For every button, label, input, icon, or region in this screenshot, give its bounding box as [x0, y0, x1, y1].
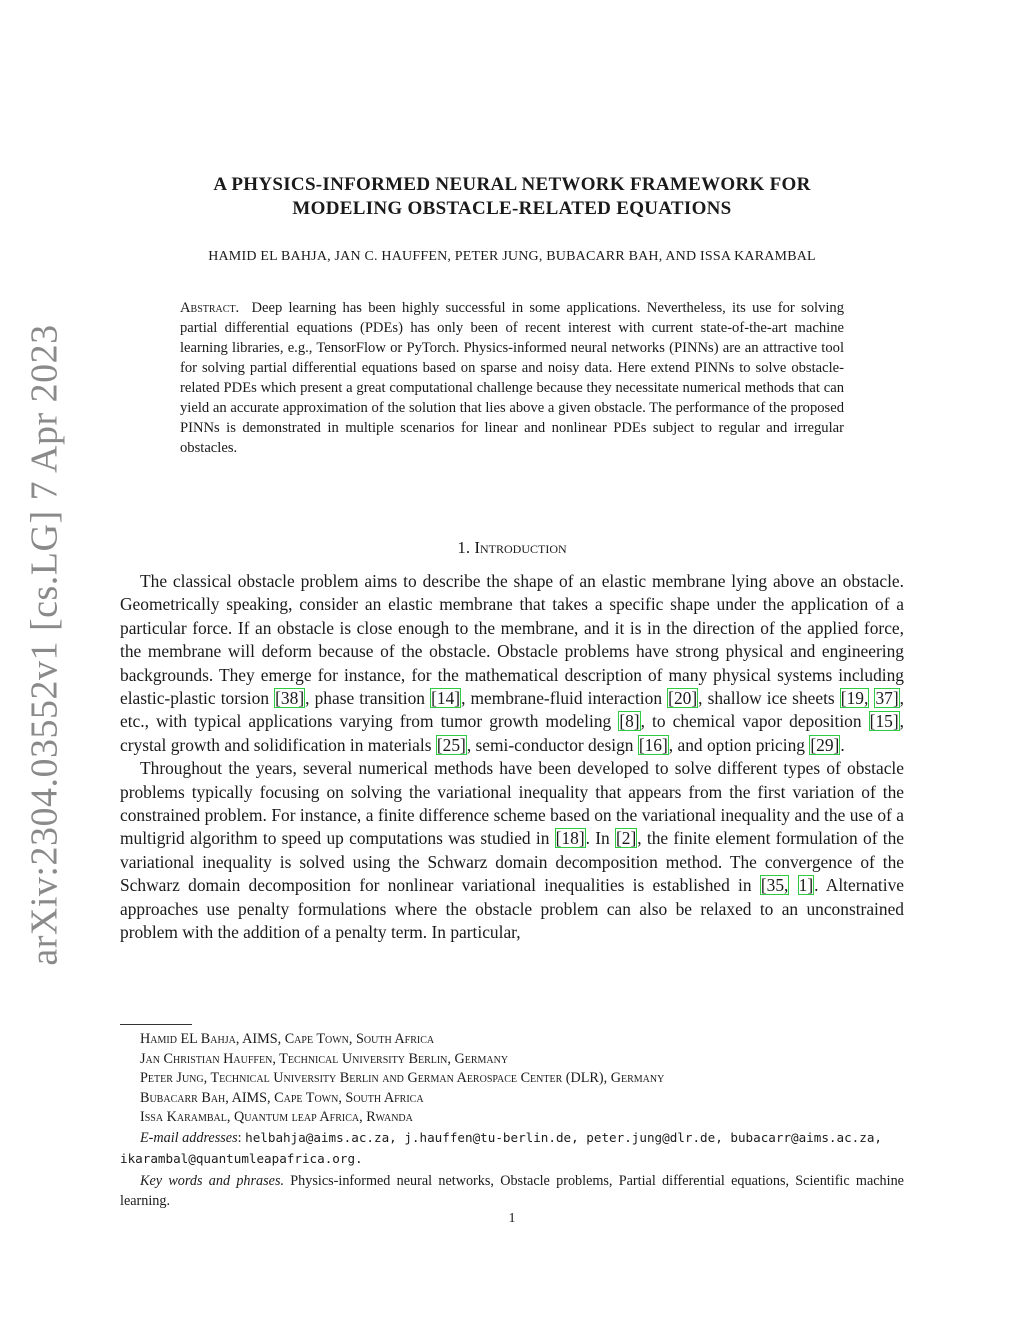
section-title: Introduction [474, 538, 567, 557]
footnote-divider [120, 1024, 192, 1025]
text-run: , etc., with typical applications varying from tumor growth modeling [120, 688, 904, 732]
affiliation: Jan Christian Hauffen, Technical University Berlin, Germany [140, 1050, 509, 1067]
text-run: , shallow ice sheets [698, 688, 840, 709]
section-heading [120, 538, 904, 558]
author-list: HAMID EL BAHJA, JAN C. HAUFFEN, PETER JUNG, BUBACARR BAH, AND ISSA KARAMBAL [208, 249, 816, 264]
text-run: , membrane-fluid interaction [461, 688, 668, 709]
text-run: , phase transition [305, 688, 431, 709]
text-run: Throughout the years, several numerical methods have been developed to solve different types of obstacle problems typically focusing on solving the variational inequality that appears from the first variation of the constrained problem. For instance, a finite difference scheme based on the variational inequality and the use of a multigrid algorithm to speed up computations was studied in [120, 758, 904, 849]
text-run: The classical obstacle problem aims to describe the shape of an elastic membrane lying above an obstacle. Geometrically speaking, consider an elastic membrane that takes a specific shape under the application of a particular force. If an obstacle is close enough to the membrane, and it is in the direction of the applied force, the membrane will deform because of the obstacle. Obstacle problems have strong physical and engineering backgrounds. They emerge for instance, for the mathematical description of many physical systems including elastic-plastic torsion [120, 571, 904, 709]
citation-link[interactable]: 37] [875, 688, 899, 709]
footnotes [120, 1030, 904, 1211]
citation-link[interactable]: [35, [760, 875, 789, 896]
affiliation: Peter Jung, Technical University Berlin and German Aerospace Center (DLR), Germany [140, 1070, 665, 1087]
citation-link[interactable]: [38] [275, 688, 305, 709]
abstract-text: Deep learning has been highly successful in some applications. Nevertheless, its use for solving partial differential equations (PDEs) has only been of recent interest with current state-of-the-art machine learning libraries, e.g., TensorFlow or PyTorch. Physics-informed neural networks (PINNs) are an attractive tool for solving partial differential equations based on sparse and noisy data. Here extend PINNs to solve obstacle-related PDEs which present a great computational challenge because they necessitate numerical methods that can yield an accurate approximation of the solution that lies above a given obstacle. The performance of the proposed PINNs is demonstrated in multiple scenarios for linear and nonlinear PDEs subject to regular and irregular obstacles. [180, 300, 845, 456]
text-run: , and option pricing [668, 734, 810, 755]
citation-link[interactable]: [29] [810, 734, 840, 755]
text-run: , semi-conductor design [466, 734, 638, 755]
text-run: . [840, 734, 845, 755]
section-number: 1. [457, 538, 471, 557]
paragraph-2 [120, 757, 904, 944]
email-label: E-mail addresses [140, 1129, 238, 1146]
title-line-1: A PHYSICS-INFORMED NEURAL NETWORK FRAMEWORK FOR [213, 174, 811, 195]
citation-link[interactable]: [14] [431, 688, 461, 709]
abstract [180, 298, 844, 458]
citation-link[interactable]: [25] [436, 734, 466, 755]
abstract-heading: Abstract. [180, 300, 240, 316]
citation-link[interactable]: [18] [555, 828, 585, 849]
affiliation: Bubacarr Bah, AIMS, Cape Town, South Africa [140, 1089, 424, 1106]
keywords [120, 1172, 904, 1211]
paper-title [120, 173, 904, 221]
citation-link[interactable]: [2] [616, 828, 637, 849]
text-run: . Alternative approaches use penalty formulations where the obstacle problem can also be relaxed to an unconstrained problem with the addition of a penalty term. In particular, [120, 875, 905, 943]
keywords-label: Key words and phrases. [140, 1173, 285, 1190]
text-run: , crystal growth and solidification in materials [120, 711, 904, 755]
text-run: . In [585, 828, 616, 849]
citation-link[interactable]: 1] [798, 875, 814, 896]
citation-link[interactable]: [15] [869, 711, 899, 732]
text-run: , to chemical vapor deposition [640, 711, 869, 732]
body-text [120, 570, 904, 945]
title-line-2: MODELING OBSTACLE-RELATED EQUATIONS [292, 198, 732, 219]
arxiv-side-identifier [16, 324, 74, 966]
citation-link[interactable]: [16] [638, 734, 668, 755]
citation-link[interactable]: [19, [840, 688, 869, 709]
arxiv-id-text: arXiv:2304.03552v1 [cs.LG] 7 Apr 2023 [24, 324, 67, 966]
text-run: , the finite element formulation of the variational inequality is solved using the Schwarz domain decomposition method. The convergence of the Schwarz domain decomposition for nonlinear variational inequalities is established in [120, 828, 904, 896]
citation-link[interactable]: [8] [619, 711, 640, 732]
email-list[interactable]: helbahja@aims.ac.za, j.hauffen@tu-berlin.de, peter.jung@dlr.de, bubacarr@aims.ac.za, ikarambal@quantumleapafrica.org. [120, 1129, 883, 1166]
paragraph-1 [120, 570, 904, 757]
affiliation: Hamid EL Bahja, AIMS, Cape Town, South Africa [140, 1031, 435, 1047]
affiliation: Issa Karambal, Quantum leap Africa, Rwanda [140, 1109, 413, 1126]
citation-link[interactable]: [20] [668, 688, 698, 709]
email-addresses: E-mail addresses: helbahja@aims.ac.za, j.hauffen@tu-berlin.de, peter.jung@dlr.de, bubacarr@aims.ac.za, ikarambal@quantumleapafrica.org. [120, 1129, 883, 1166]
page-number: 1 [508, 1211, 516, 1226]
keywords-text: Physics-informed neural networks, Obstacle problems, Partial differential equations, Scientific machine learning. [120, 1173, 904, 1209]
